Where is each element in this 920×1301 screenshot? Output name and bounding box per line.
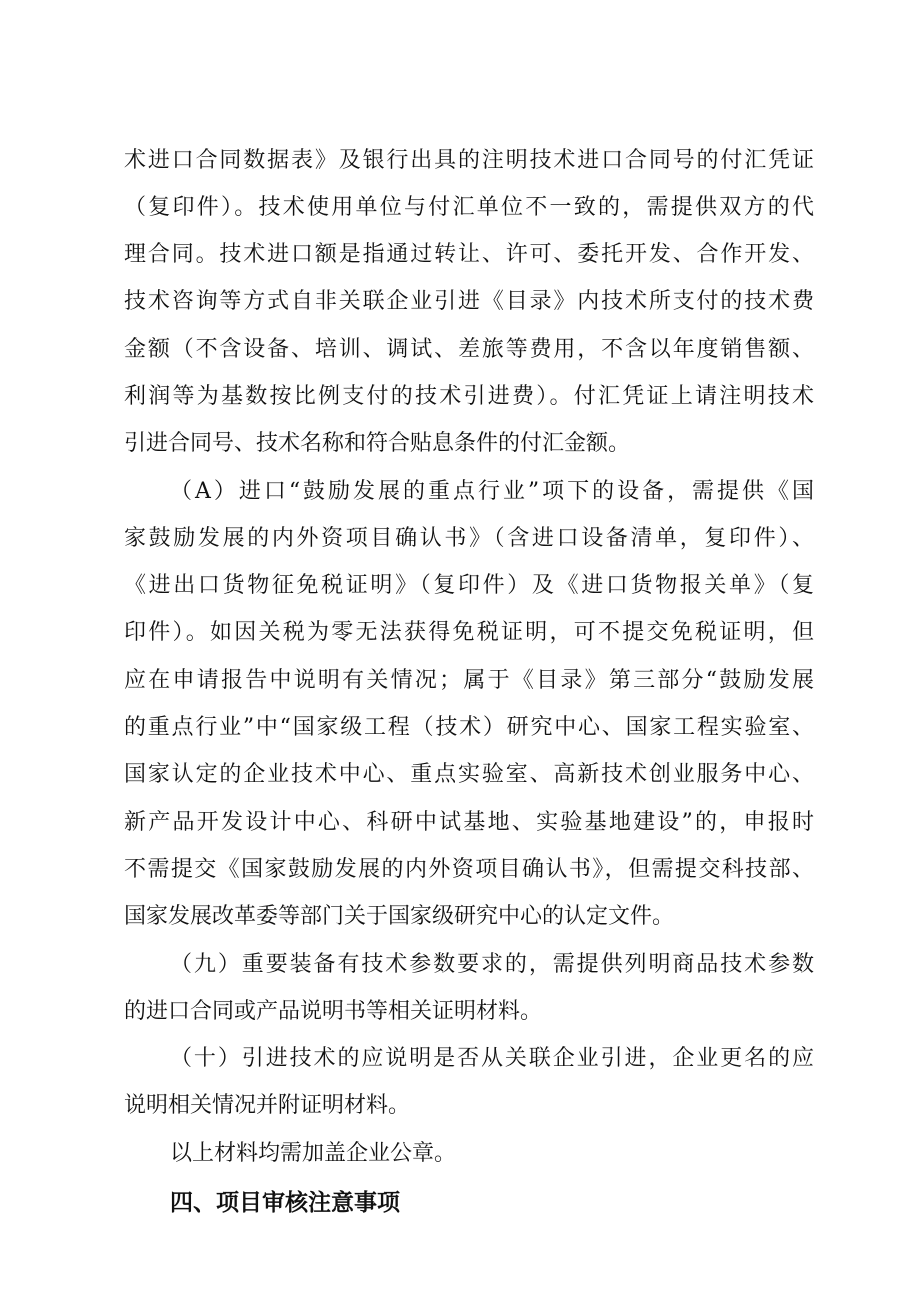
paragraph-line: 技术咨询等方式自非关联企业引进《目录》内技术所支付的技术费 (124, 289, 814, 314)
paragraph-line: （复印件）。技术使用单位与付汇单位不一致的，需提供双方的代 (124, 195, 814, 220)
paragraph-line: 印件）。如因关税为零无法获得免税证明，可不提交免税证明，但 (124, 620, 814, 645)
paragraph-line: 新产品开发设计中心、科研中试基地、实验基地建设”的，申报时 (124, 810, 814, 835)
paragraph-line: （A）进口“鼓励发展的重点行业”项下的设备，需提供《国 (170, 479, 814, 504)
paragraph-line: 国家认定的企业技术中心、重点实验室、高新技术创业服务中心、 (124, 762, 814, 787)
paragraph-line: 以上材料均需加盖企业公章。 (170, 1141, 457, 1166)
paragraph-line: 的重点行业”中“国家级工程（技术）研究中心、国家工程实验室、 (124, 715, 814, 740)
paragraph-line: 理合同。技术进口额是指通过转让、许可、委托开发、合作开发、 (124, 242, 814, 267)
paragraph-line: 说明相关情况并附证明材料。 (124, 1093, 411, 1118)
paragraph-line: 家鼓励发展的内外资项目确认书》（含进口设备清单，复印件）、 (124, 526, 814, 551)
paragraph-line: 利润等为基数按比例支付的技术引进费）。付汇凭证上请注明技术 (124, 384, 814, 409)
paragraph-line: 金额（不含设备、培训、调试、差旅等费用，不含以年度销售额、 (124, 337, 814, 362)
paragraph-line: 应在申请报告中说明有关情况；属于《目录》第三部分“鼓励发展 (124, 668, 814, 693)
paragraph-line: 术进口合同数据表》及银行出具的注明技术进口合同号的付汇凭证 (124, 148, 814, 173)
paragraph-line: （九）重要装备有技术参数要求的，需提供列明商品技术参数 (170, 952, 814, 977)
paragraph-line: 国家发展改革委等部门关于国家级研究中心的认定文件。 (124, 904, 675, 929)
paragraph-line: 引进合同号、技术名称和符合贴息条件的付汇金额。 (124, 431, 631, 456)
paragraph-line: 不需提交《国家鼓励发展的内外资项目确认书》，但需提交科技部、 (124, 857, 814, 882)
section-heading: 四、项目审核注意事项 (170, 1190, 400, 1216)
paragraph-line: 的进口合同或产品说明书等相关证明材料。 (124, 999, 543, 1024)
paragraph-line: （十）引进技术的应说明是否从关联企业引进，企业更名的应 (170, 1046, 814, 1071)
paragraph-line: 《进出口货物征免税证明》（复印件）及《进口货物报关单》（复 (124, 573, 814, 598)
